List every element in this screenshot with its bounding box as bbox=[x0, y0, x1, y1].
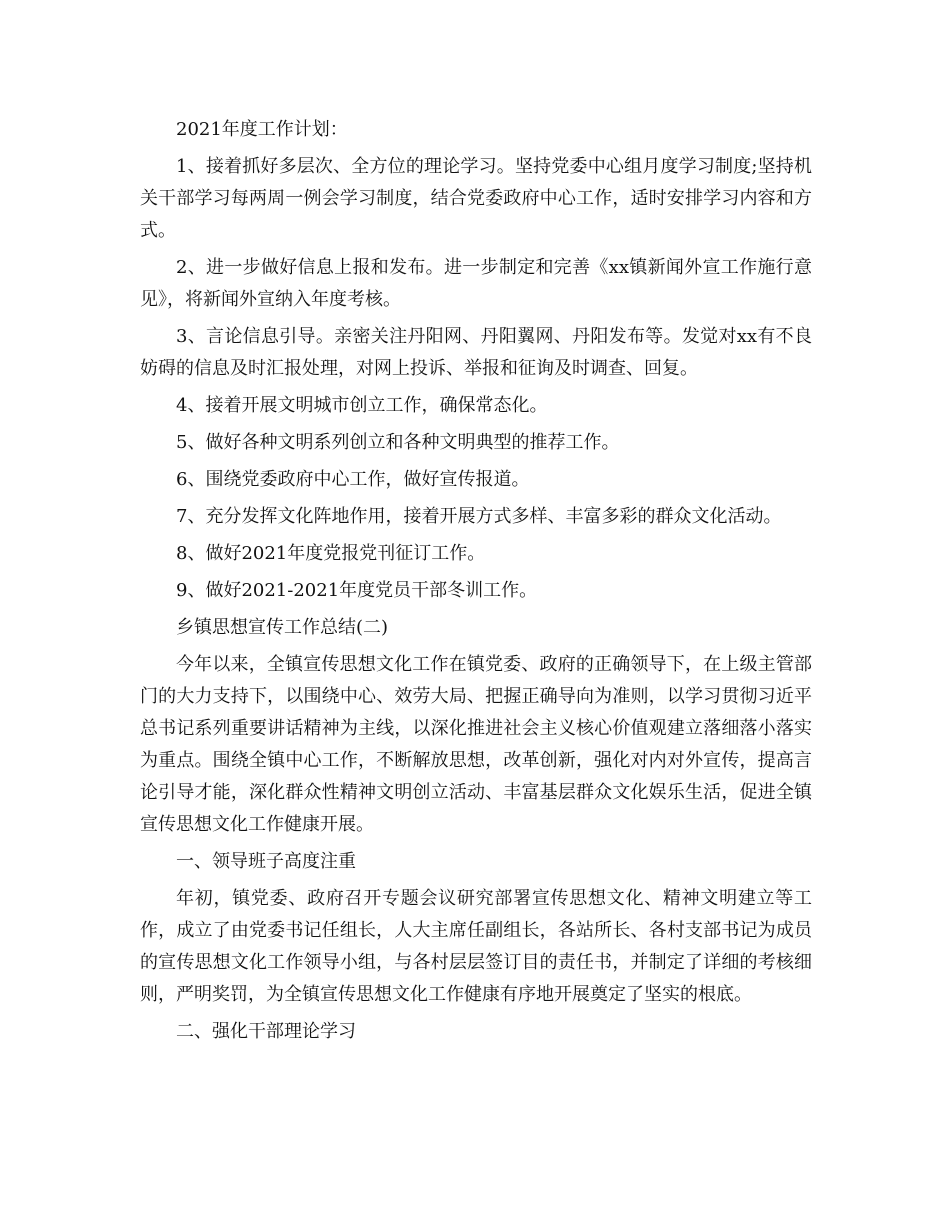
plan-item-3: 3、言论信息引导。亲密关注丹阳网、丹阳翼网、丹阳发布等。发觉对xx有不良妨碍的信息及时汇报处理，对网上投诉、举报和征询及时调查、回复。 bbox=[140, 326, 812, 379]
plan-item-6: 6、围绕党委政府中心工作，做好宣传报道。 bbox=[176, 469, 530, 490]
plan-item-1: 1、接着抓好多层次、全方位的理论学习。坚持党委中心组月度学习制度;坚持机关干部学习每两周一例会学习制度，结合党委政府中心工作，适时安排学习内容和方式。 bbox=[140, 156, 812, 241]
subheading-2: 二、强化干部理论学习 bbox=[176, 1021, 356, 1042]
plan-item-8: 8、做好2021年度党报党刊征订工作。 bbox=[176, 543, 486, 564]
subheading-1: 一、领导班子高度注重 bbox=[176, 851, 356, 872]
plan-item-9: 9、做好2021-2021年度党员干部冬训工作。 bbox=[176, 580, 538, 601]
document-body bbox=[140, 114, 812, 1053]
plan-item-7: 7、充分发挥文化阵地作用，接着开展方式多样、丰富多彩的群众文化活动。 bbox=[176, 506, 782, 527]
plan-heading: 2021年度工作计划： bbox=[176, 119, 348, 140]
body-paragraph-1: 年初，镇党委、政府召开专题会议研究部署宣传思想文化、精神文明建立等工作，成立了由党委书记任组长，人大主席任副组长，各站所长、各村支部书记为成员的宣传思想文化工作领导小组，与各村层层签订目的责任书，并制定了详细的考核细则，严明奖罚，为全镇宣传思想文化工作健康有序地开展奠定了坚实的根底。 bbox=[140, 888, 812, 1005]
plan-item-4: 4、接着开展文明城市创立工作，确保常态化。 bbox=[176, 395, 548, 416]
intro-paragraph: 今年以来，全镇宣传思想文化工作在镇党委、政府的正确领导下，在上级主管部门的大力支持下，以围绕中心、效劳大局、把握正确导向为准则，以学习贯彻习近平总书记系列重要讲话精神为主线，以深化推进社会主义核心价值观建立落细落小落实为重点。围绕全镇中心工作，不断解放思想，改革创新，强化对内对外宣传，提高言论引导才能，深化群众性精神文明创立活动、丰富基层群众文化娱乐生活，促进全镇宣传思想文化工作健康开展。 bbox=[140, 654, 812, 835]
section-title: 乡镇思想宣传工作总结(二) bbox=[176, 617, 389, 638]
plan-item-2: 2、进一步做好信息上报和发布。进一步制定和完善《xx镇新闻外宣工作施行意见》，将新闻外宣纳入年度考核。 bbox=[140, 257, 812, 310]
plan-item-5: 5、做好各种文明系列创立和各种文明典型的推荐工作。 bbox=[176, 432, 620, 453]
